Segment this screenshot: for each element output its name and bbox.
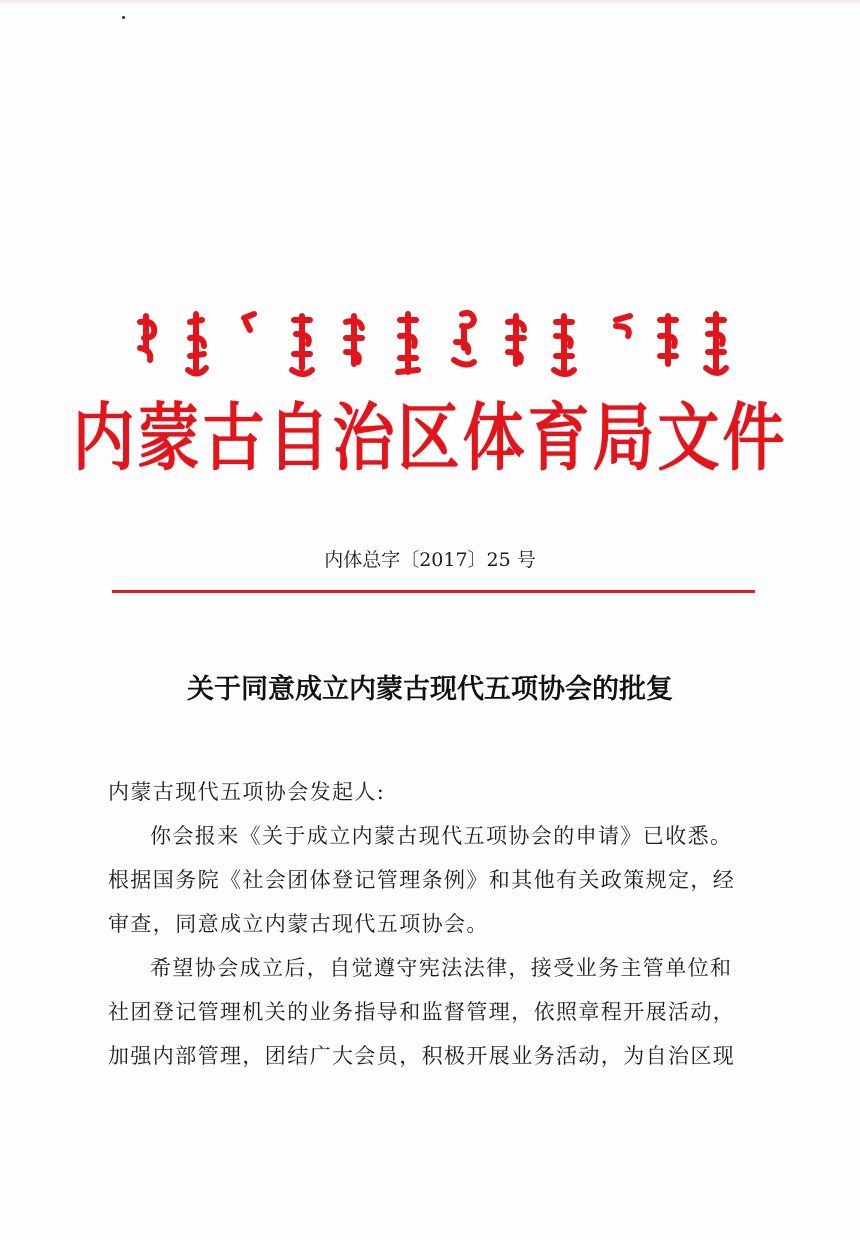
paragraph-1 [108, 814, 768, 946]
paragraph-line: 社团登记管理机关的业务指导和监督管理，依照章程开展活动， [108, 1000, 736, 1024]
paragraph-line: 你会报来《关于成立内蒙古现代五项协会的申请》已收悉。 [150, 824, 733, 848]
paragraph-2 [108, 946, 768, 1078]
document-subject: 关于同意成立内蒙古现代五项协会的批复 [187, 674, 673, 705]
scan-speck [122, 16, 125, 19]
scan-top-edge [0, 0, 860, 6]
letterhead-title: 内蒙古自治区体育局文件 [72, 394, 788, 481]
mongolian-letterhead [132, 308, 732, 380]
paragraph-line: 加强内部管理，团结广大会员，积极开展业务活动，为自治区现 [108, 1044, 736, 1068]
red-divider-line [112, 590, 755, 593]
paragraph-line: 希望协会成立后，自觉遵守宪法法律，接受业务主管单位和 [150, 956, 733, 980]
document-number: 内体总字〔2017〕25 号 [324, 549, 536, 571]
salutation: 内蒙古现代五项协会发起人: [108, 780, 386, 804]
paragraph-line: 审查，同意成立内蒙古现代五项协会。 [108, 912, 489, 936]
paragraph-line: 根据国务院《社会团体登记管理条例》和其他有关政策规定，经 [108, 868, 736, 892]
